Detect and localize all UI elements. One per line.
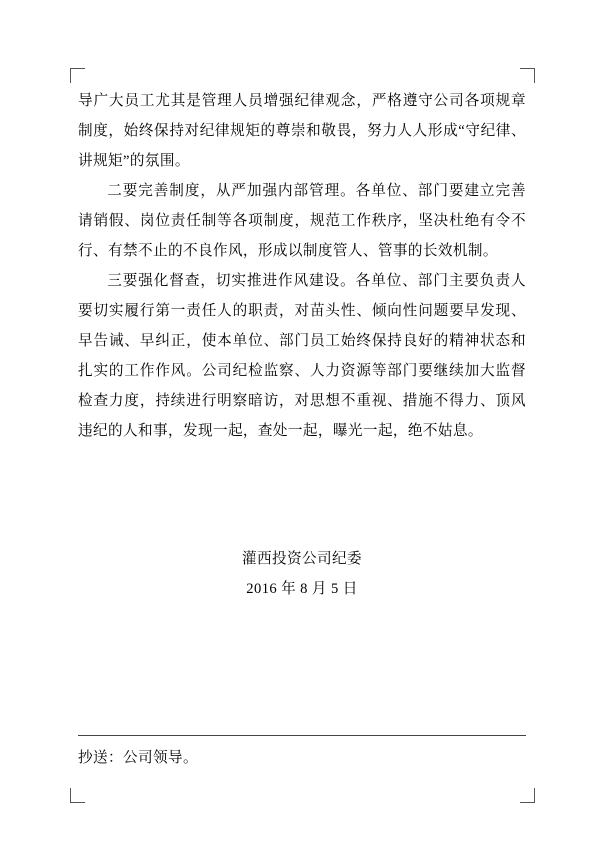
paragraph-item-three: 三要强化督查，切实推进作风建设。各单位、部门主要负责人要切实履行第一责任人的职责，对苗头性、倾向性问题要早发现、早告诫、早纠正，使本单位、部门员工始终保持良好的精神状态和扎实的工作作风。公司纪检监察、人力资源等部门要继续加大监督检查力度，持续进行明察暗访，对思想不重视、措施不得力、顶风违纪的人和事，发现一起，查处一起，曝光一起，绝不姑息。 — [78, 273, 526, 439]
paragraph-item-two: 二要完善制度，从严加强内部管理。各单位、部门要建立完善请销假、岗位责任制等各项制度，规范工作秩序，坚决杜绝有令不行、有禁不止的不良作风，形成以制度管人、管事的长效机制。 — [78, 183, 526, 259]
crop-mark-top-right — [520, 68, 535, 83]
paragraph-continuation: 导广大员工尤其是管理人员增强纪律观念，严格遵守公司各项规章制度，始终保持对纪律规矩的尊崇和敬畏，努力人人形成“守纪律、讲规矩”的氛围。 — [78, 93, 526, 169]
crop-mark-bottom-left — [70, 788, 85, 803]
document-body — [78, 86, 526, 446]
footer-distribution-note: 抄送：公司领导。 — [78, 750, 198, 766]
signature-date: 2016 年 8 月 5 日 — [246, 581, 358, 597]
footer-divider — [78, 735, 526, 736]
crop-mark-top-left — [70, 68, 85, 83]
signature-organization: 灌西投资公司纪委 — [242, 551, 362, 567]
crop-mark-bottom-right — [520, 788, 535, 803]
signature-block — [78, 544, 526, 604]
